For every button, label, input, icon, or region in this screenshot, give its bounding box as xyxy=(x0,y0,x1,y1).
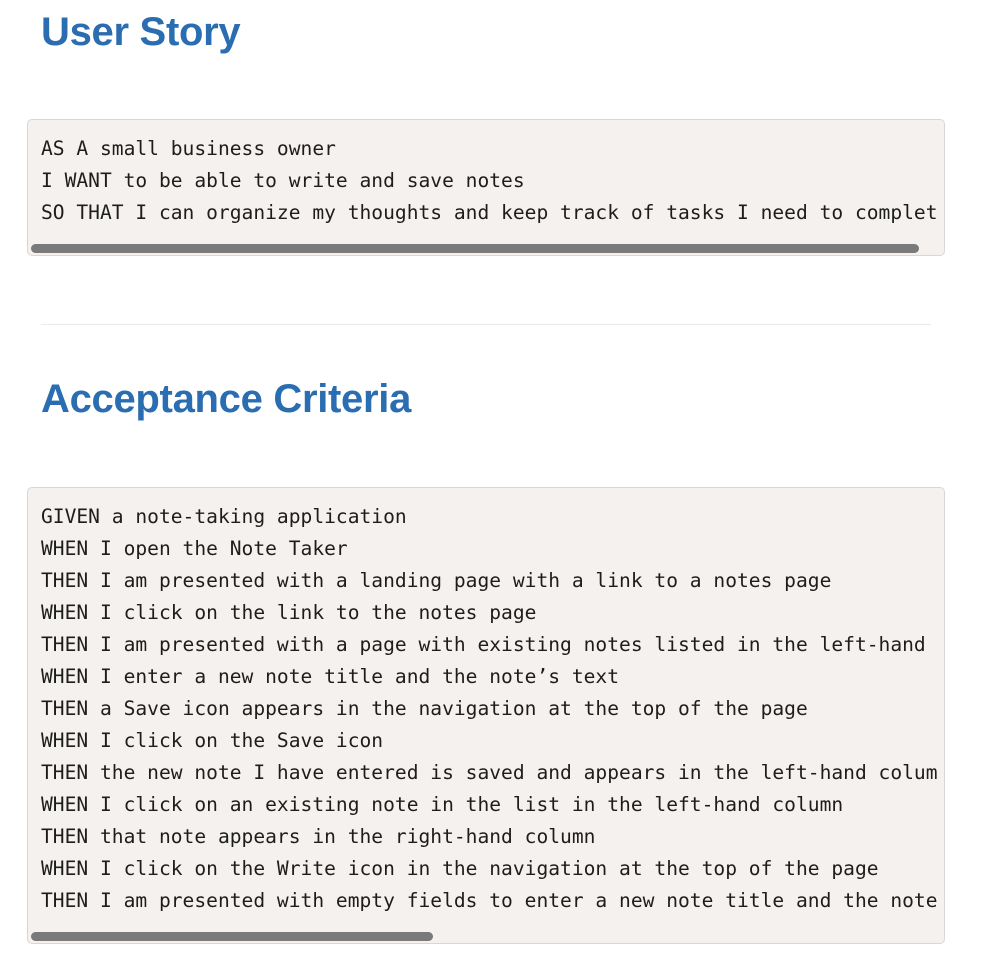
criteria-line: WHEN I enter a new note title and the note’s text xyxy=(41,665,620,688)
acceptance-criteria-code-block[interactable] xyxy=(27,487,945,944)
user-story-line: I WANT to be able to write and save notes xyxy=(41,169,525,192)
horizontal-scrollbar-thumb[interactable] xyxy=(31,932,433,941)
criteria-line: THEN I am presented with empty fields to enter a new note title and the note xyxy=(41,889,938,912)
criteria-line: GIVEN a note-taking application xyxy=(41,505,407,528)
criteria-line: WHEN I open the Note Taker xyxy=(41,537,348,560)
criteria-line: THEN I am presented with a page with existing notes listed in the left-hand xyxy=(41,633,926,656)
section-divider xyxy=(41,324,931,325)
criteria-line: THEN that note appears in the right-hand column xyxy=(41,825,596,848)
criteria-line: WHEN I click on the link to the notes page xyxy=(41,601,537,624)
criteria-line: THEN the new note I have entered is saved and appears in the left-hand colum xyxy=(41,761,938,784)
criteria-line: THEN I am presented with a landing page with a link to a notes page xyxy=(41,569,832,592)
user-story-line: AS A small business owner xyxy=(41,137,336,160)
user-story-code-block[interactable] xyxy=(27,119,945,256)
horizontal-scrollbar-thumb[interactable] xyxy=(31,244,919,253)
criteria-line: WHEN I click on the Write icon in the navigation at the top of the page xyxy=(41,857,879,880)
user-story-heading: User Story xyxy=(41,10,241,54)
criteria-line: WHEN I click on an existing note in the list in the left-hand column xyxy=(41,793,844,816)
user-story-code xyxy=(41,133,938,229)
acceptance-criteria-code xyxy=(41,501,938,917)
acceptance-criteria-heading: Acceptance Criteria xyxy=(41,377,412,421)
user-story-line: SO THAT I can organize my thoughts and keep track of tasks I need to complet xyxy=(41,201,938,224)
criteria-line: WHEN I click on the Save icon xyxy=(41,729,384,752)
criteria-line: THEN a Save icon appears in the navigation at the top of the page xyxy=(41,697,808,720)
